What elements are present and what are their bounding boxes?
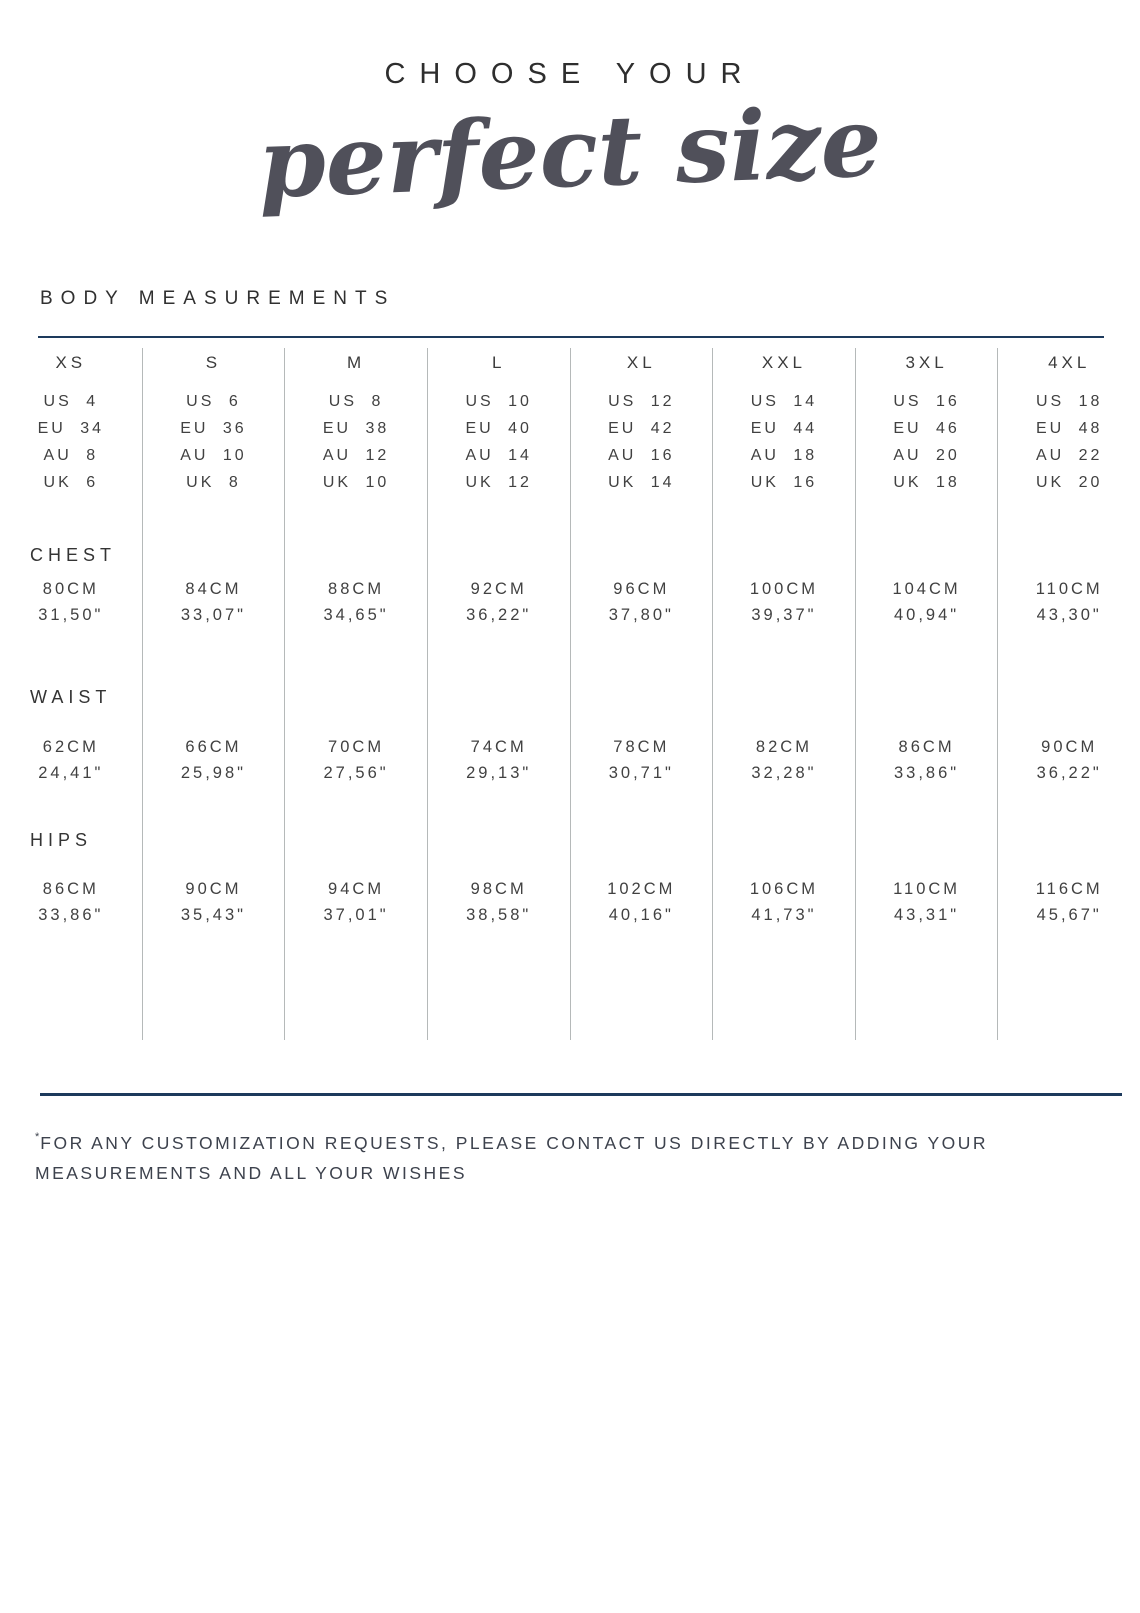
waist-measurement <box>856 734 998 786</box>
au-size: AU 8 <box>43 447 99 464</box>
section-title: BODY MEASUREMENTS <box>40 288 396 309</box>
chest-cm: 104CM <box>892 580 961 598</box>
hips-row-label: HIPS <box>30 830 93 850</box>
waist-cm: 74CM <box>470 738 527 756</box>
us-size: US 14 <box>750 393 818 410</box>
chest-inches: 43,30" <box>1036 606 1102 624</box>
footnote-text: FOR ANY CUSTOMIZATION REQUESTS, PLEASE CONTACT US DIRECTLY BY ADDING YOUR MEASUREMENTS AND ALL YOUR WISHES <box>35 1133 989 1183</box>
chest-measurement <box>285 576 427 628</box>
au-size: AU 18 <box>750 447 818 464</box>
eu-size: EU 46 <box>893 420 960 437</box>
waist-row-label: WAIST <box>30 687 112 707</box>
chest-measurement <box>143 576 285 628</box>
hips-inches: 45,67" <box>1036 906 1102 924</box>
hips-cm: 90CM <box>185 880 242 898</box>
uk-size: UK 16 <box>750 474 818 491</box>
chest-inches: 31,50" <box>38 606 104 624</box>
hips-measurement <box>713 876 855 928</box>
waist-measurement <box>571 734 713 786</box>
size-column <box>712 348 855 1040</box>
size-label: XXL <box>761 353 806 372</box>
size-column <box>997 348 1140 1040</box>
chest-inches: 37,80" <box>608 606 674 624</box>
eu-size: EU 36 <box>180 420 247 437</box>
au-size: AU 14 <box>465 447 532 464</box>
hips-cm: 110CM <box>893 880 961 898</box>
size-conversions <box>856 388 998 496</box>
waist-measurement <box>713 734 855 786</box>
chest-cm: 92CM <box>470 580 527 598</box>
waist-cm: 70CM <box>328 738 385 756</box>
waist-cm: 86CM <box>898 738 955 756</box>
chest-cm: 96CM <box>613 580 670 598</box>
size-conversions <box>713 388 855 496</box>
hips-cm: 98CM <box>470 880 527 898</box>
chest-inches: 36,22" <box>466 606 532 624</box>
hips-inches: 35,43" <box>180 906 247 924</box>
waist-measurement <box>143 734 285 786</box>
size-column <box>142 348 285 1040</box>
size-label: S <box>205 353 222 372</box>
size-column <box>427 348 570 1040</box>
waist-measurement <box>998 734 1140 786</box>
chest-cm: 80CM <box>42 580 99 598</box>
footnote-marker: * <box>35 1131 41 1143</box>
hips-measurement <box>428 876 570 928</box>
waist-inches: 32,28" <box>751 764 817 782</box>
chest-inches: 33,07" <box>180 606 247 624</box>
uk-size: UK 18 <box>893 474 960 491</box>
size-conversions <box>285 388 427 496</box>
size-table <box>0 348 1140 1040</box>
size-label: XL <box>626 353 656 372</box>
waist-inches: 27,56" <box>323 764 389 782</box>
hips-measurement <box>285 876 427 928</box>
chest-inches: 40,94" <box>893 606 960 624</box>
chest-measurement <box>428 576 570 628</box>
au-size: AU 16 <box>608 447 675 464</box>
hips-measurement <box>143 876 285 928</box>
waist-inches: 25,98" <box>180 764 247 782</box>
size-column <box>0 348 142 1040</box>
chest-cm: 100CM <box>749 580 819 598</box>
bottom-divider-line <box>40 1093 1122 1096</box>
hips-measurement <box>856 876 998 928</box>
hips-measurement <box>571 876 713 928</box>
uk-size: UK 20 <box>1035 474 1103 491</box>
eu-size: EU 40 <box>465 420 532 437</box>
hips-inches: 37,01" <box>323 906 389 924</box>
chest-measurement <box>0 576 142 628</box>
size-column <box>284 348 427 1040</box>
waist-measurement <box>0 734 142 786</box>
top-divider-line <box>38 336 1104 338</box>
uk-size: UK 10 <box>322 474 390 491</box>
eu-size: EU 42 <box>608 420 675 437</box>
eu-size: EU 38 <box>322 420 390 437</box>
script-title: perfect size <box>256 85 884 220</box>
size-conversions <box>571 388 713 496</box>
chest-row-label: CHEST <box>30 545 117 565</box>
eyebrow-heading: CHOOSE YOUR <box>384 58 756 90</box>
hips-cm: 94CM <box>328 880 385 898</box>
waist-cm: 66CM <box>185 738 242 756</box>
waist-inches: 33,86" <box>893 764 960 782</box>
waist-cm: 62CM <box>42 738 99 756</box>
uk-size: UK 14 <box>608 474 675 491</box>
size-column <box>855 348 998 1040</box>
hips-measurement <box>0 876 142 928</box>
size-label: 3XL <box>905 353 948 372</box>
footnote <box>35 1122 1050 1188</box>
hips-cm: 116CM <box>1035 880 1103 898</box>
uk-size: UK 8 <box>186 474 241 491</box>
hips-inches: 43,31" <box>893 906 960 924</box>
us-size: US 18 <box>1035 393 1103 410</box>
chest-measurement <box>856 576 998 628</box>
hips-inches: 41,73" <box>751 906 817 924</box>
us-size: US 12 <box>608 393 675 410</box>
chest-inches: 39,37" <box>751 606 817 624</box>
chest-cm: 110CM <box>1035 580 1103 598</box>
chest-measurement <box>713 576 855 628</box>
waist-inches: 24,41" <box>38 764 104 782</box>
size-label: XS <box>55 353 87 372</box>
hips-cm: 102CM <box>607 880 676 898</box>
waist-cm: 78CM <box>613 738 670 756</box>
waist-measurement <box>285 734 427 786</box>
chest-cm: 84CM <box>185 580 242 598</box>
au-size: AU 20 <box>893 447 960 464</box>
chest-measurement <box>571 576 713 628</box>
size-conversions <box>998 388 1140 496</box>
eu-size: EU 48 <box>1035 420 1103 437</box>
us-size: US 10 <box>465 393 532 410</box>
hips-cm: 86CM <box>42 880 99 898</box>
waist-measurement <box>428 734 570 786</box>
size-label: 4XL <box>1048 353 1091 372</box>
size-column <box>570 348 713 1040</box>
hips-inches: 38,58" <box>466 906 532 924</box>
waist-inches: 29,13" <box>466 764 532 782</box>
waist-cm: 82CM <box>755 738 812 756</box>
hips-measurement <box>998 876 1140 928</box>
us-size: US 8 <box>328 393 384 410</box>
chest-cm: 88CM <box>328 580 385 598</box>
uk-size: UK 12 <box>465 474 532 491</box>
hips-inches: 33,86" <box>38 906 104 924</box>
eu-size: EU 34 <box>37 420 105 437</box>
us-size: US 6 <box>186 393 241 410</box>
us-size: US 16 <box>893 393 960 410</box>
au-size: AU 12 <box>322 447 390 464</box>
chest-measurement <box>998 576 1140 628</box>
waist-cm: 90CM <box>1041 738 1098 756</box>
waist-inches: 36,22" <box>1036 764 1102 782</box>
waist-inches: 30,71" <box>608 764 674 782</box>
hips-inches: 40,16" <box>608 906 674 924</box>
chest-inches: 34,65" <box>323 606 389 624</box>
au-size: AU 22 <box>1035 447 1103 464</box>
hips-cm: 106CM <box>749 880 819 898</box>
size-label: M <box>346 353 366 372</box>
uk-size: UK 6 <box>43 474 99 491</box>
size-conversions <box>143 388 285 496</box>
size-conversions <box>428 388 570 496</box>
size-conversions <box>0 388 142 496</box>
us-size: US 4 <box>43 393 99 410</box>
au-size: AU 10 <box>180 447 247 464</box>
size-label: L <box>491 353 506 372</box>
eu-size: EU 44 <box>750 420 818 437</box>
